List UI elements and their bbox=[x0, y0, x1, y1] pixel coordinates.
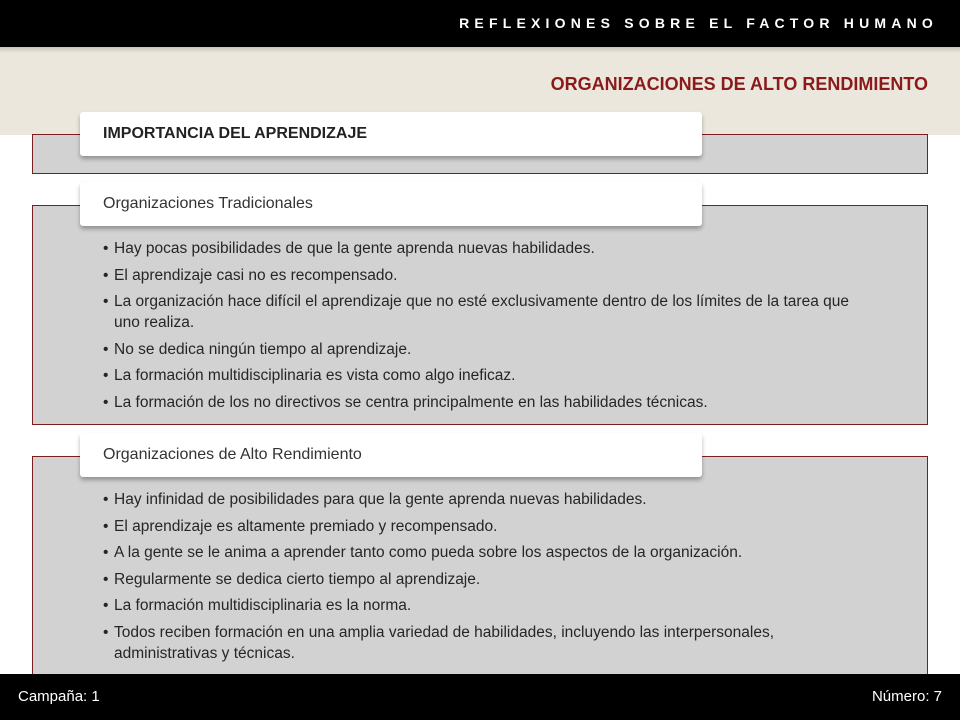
top-bar bbox=[0, 0, 960, 47]
campaign-label: Campaña: 1 bbox=[18, 688, 100, 705]
list-item: • Todos reciben formación en una amplia variedad de habilidades, incluyendo las interpersonales, administrativas y técnicas. bbox=[103, 622, 873, 664]
list-item: • La formación multidisciplinaria es la norma. bbox=[103, 595, 873, 616]
tradicionales-tab: Organizaciones Tradicionales bbox=[80, 182, 702, 226]
alto-rendimiento-list bbox=[103, 489, 873, 669]
tradicionales-list bbox=[103, 238, 873, 418]
issue-number-label: Número: 7 bbox=[871, 688, 942, 705]
list-item: • La formación de los no directivos se centra principalmente en las habilidades técnicas. bbox=[103, 392, 873, 413]
list-item: • A la gente se le anima a aprender tanto como pueda sobre los aspectos de la organización. bbox=[103, 542, 873, 563]
slide-subtitle: ORGANIZACIONES DE ALTO RENDIMIENTO bbox=[550, 74, 928, 94]
list-item: • Regularmente se dedica cierto tiempo al aprendizaje. bbox=[103, 569, 873, 590]
list-item: • La organización hace difícil el aprendizaje que no esté exclusivamente dentro de los límites de la tarea que uno realiza. bbox=[103, 291, 873, 333]
list-item: • La formación multidisciplinaria es vista como algo ineficaz. bbox=[103, 365, 873, 386]
list-item: • Hay infinidad de posibilidades para que la gente aprenda nuevas habilidades. bbox=[103, 489, 873, 510]
list-item: • El aprendizaje es altamente premiado y recompensado. bbox=[103, 516, 873, 537]
list-item: • Hay pocas posibilidades de que la gente aprenda nuevas habilidades. bbox=[103, 238, 873, 259]
list-item: • El aprendizaje casi no es recompensado. bbox=[103, 265, 873, 286]
footer-bar bbox=[0, 674, 960, 720]
header-title: REFLEXIONES SOBRE EL FACTOR HUMANO bbox=[459, 15, 938, 31]
alto-rendimiento-tab: Organizaciones de Alto Rendimiento bbox=[80, 433, 702, 477]
list-item: • No se dedica ningún tiempo al aprendizaje. bbox=[103, 339, 873, 360]
header-shadow bbox=[0, 47, 960, 53]
importancia-tab: IMPORTANCIA DEL APRENDIZAJE bbox=[80, 112, 702, 156]
